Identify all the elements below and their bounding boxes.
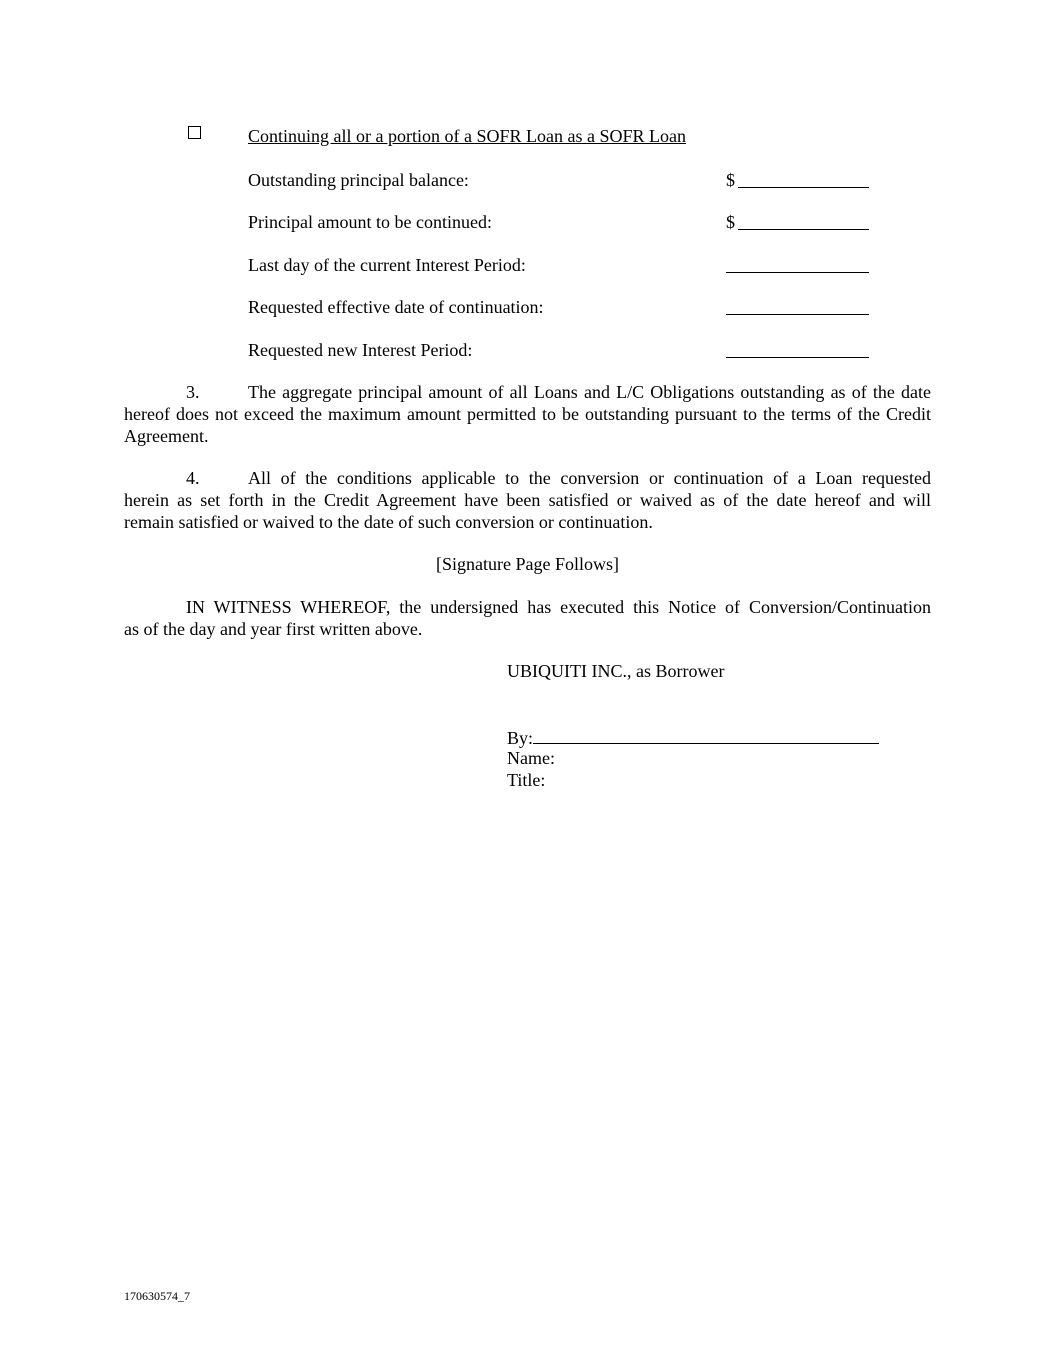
paragraph-3-text-1: The aggregate principal amount of all Loans and L/C Obligations outstanding as of the date	[248, 382, 931, 402]
paragraph-4-line-3: remain satisfied or waived to the date of such conversion or continuation.	[124, 512, 653, 532]
field-label-outstanding-balance: Outstanding principal balance:	[248, 170, 469, 190]
paragraph-4	[124, 467, 931, 533]
witness-paragraph	[124, 596, 931, 640]
field-label-new-interest-period: Requested new Interest Period:	[248, 340, 473, 360]
witness-line-1: IN WITNESS WHEREOF, the undersigned has executed this Notice of Conversion/Continuation	[186, 597, 931, 617]
continuation-checkbox[interactable]	[188, 126, 201, 139]
field-blank-outstanding-balance[interactable]	[726, 169, 869, 191]
signature-by-row	[507, 726, 879, 749]
paragraph-4-line-1	[124, 467, 931, 489]
blank-line	[726, 314, 869, 315]
field-blank-principal-continued[interactable]	[726, 211, 869, 233]
blank-line	[726, 272, 869, 273]
signature-page-note: [Signature Page Follows]	[436, 554, 619, 574]
field-blank-last-day-interest-period[interactable]	[726, 254, 869, 276]
field-blank-effective-date[interactable]	[726, 296, 869, 318]
paragraph-4-text-1: All of the conditions applicable to the conversion or continuation of a Loan requested	[248, 468, 931, 488]
paragraph-3-line-3: Agreement.	[124, 426, 209, 446]
witness-line-2: as of the day and year first written above.	[124, 619, 423, 639]
blank-line	[738, 187, 869, 188]
signature-line[interactable]	[533, 726, 879, 744]
title-label: Title:	[507, 770, 546, 790]
name-label: Name:	[507, 748, 555, 768]
section-heading: Continuing all or a portion of a SOFR Loan as a SOFR Loan	[248, 126, 686, 146]
blank-line	[726, 357, 869, 358]
blank-line	[738, 229, 869, 230]
paragraph-4-line-2: herein as set forth in the Credit Agreement have been satisfied or waived as of the date hereof and will	[124, 490, 931, 510]
field-label-last-day-interest-period: Last day of the current Interest Period:	[248, 255, 526, 275]
paragraph-3	[124, 381, 931, 447]
field-label-principal-continued: Principal amount to be continued:	[248, 212, 492, 232]
dollar-sign: $	[726, 170, 735, 190]
paragraph-3-line-1	[124, 381, 931, 403]
dollar-sign: $	[726, 212, 735, 232]
by-label: By:	[507, 728, 534, 748]
document-id-footer: 170630574_7	[124, 1289, 190, 1303]
field-blank-new-interest-period[interactable]	[726, 339, 869, 361]
paragraph-3-line-2: hereof does not exceed the maximum amount permitted to be outstanding pursuant to the terms of the Credit	[124, 404, 931, 424]
field-label-effective-date: Requested effective date of continuation:	[248, 297, 544, 317]
signatory-entity: UBIQUITI INC., as Borrower	[507, 661, 725, 681]
paragraph-number: 4.	[186, 468, 200, 488]
paragraph-number: 3.	[186, 382, 200, 402]
